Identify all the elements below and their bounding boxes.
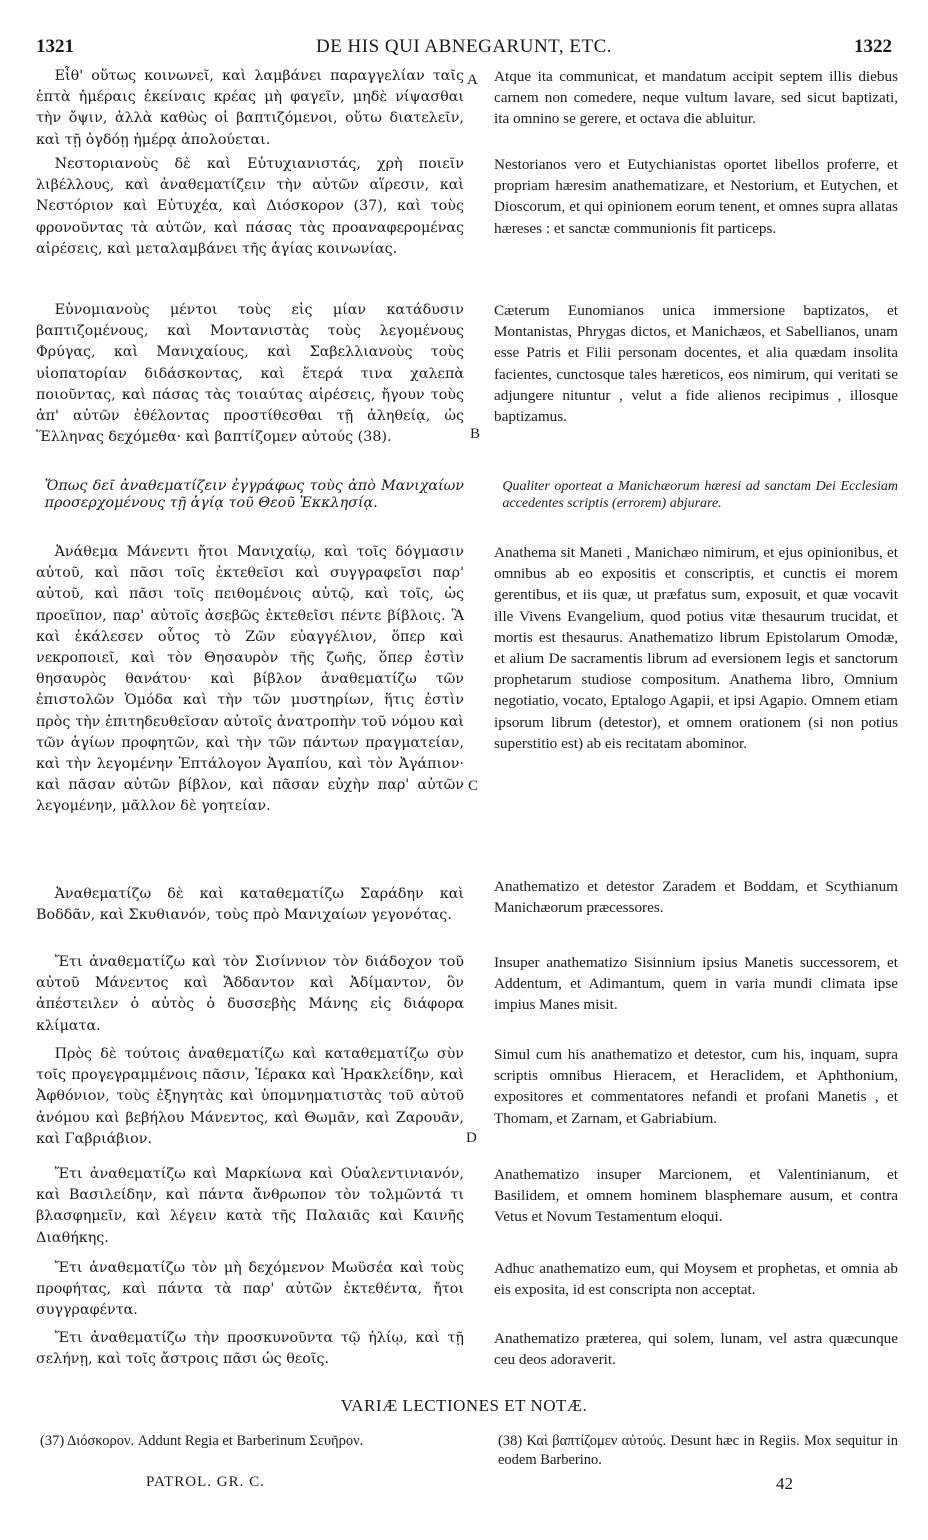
greek-paragraph: Ἀνάθεμα Μάνεντι ἤτοι Μανιχαίῳ, καὶ τοῖς δόγμασιν αὐτοῦ, καὶ πᾶσι τοῖς ἐκτεθεῖσι καὶ συγγραφεῖσι παρ' αὐτοῦ, καὶ πᾶσι τοῖς πειθομένοις αὐτῷ, καὶ τοῖς, ὡς προεῖπον, παρ' αὐτοῖς ἀσεβῶς ἐκτεθεῖσι πέντε βίβλοις. Ἃ καὶ ἐκάλεσεν οὗτος τὸ Ζῶν εὐαγγέλιον, ὅπερ καὶ νεκροποιεῖ, καὶ τὸν Θησαυρὸν τῆς ζωῆς, ὅπερ ἐστὶν θησαυρὸς θανάτου· καὶ βίβλον ἀναθεματίζω τῶν ἐπιστολῶν Ὁμόδα καὶ τὴν τῶν μυστηρίων, ἥτις ἐστὶν πρὸς τὴν ἐπιτηδευθεῖσαν αὐτοῖς ἀνατροπὴν τοῦ νόμου καὶ τῶν ἁγίων προφητῶν, καὶ τὴν τῶν πάντων πραγματείαν, καὶ τὴν λεγομένην Ἑπτάλογον Ἀγαπίου, καὶ τὸν Ἀγάπιον· καὶ πᾶσαν αὐτῶν βίβλον, καὶ πᾶσαν εὐχὴν παρ' αὐτῶν λεγομένην, μᾶλλον δὲ γοητείαν.	[36, 544, 464, 815]
latin-paragraph: Nestorianos vero et Eutychianistas oportet libellos proferre, et propriam hæresim anathematizare, et Nestorium, et Eutychen, et Dioscorum, et qui opinionem eorum tenent, et omnes supra allatas hæreses : et sanctæ communionis fit particeps.	[494, 156, 898, 237]
margin-letter-d: D	[466, 1130, 477, 1146]
notes-title: VARIÆ LECTIONES ET NOTÆ.	[340, 1396, 588, 1415]
margin-letter-c: C	[468, 778, 479, 794]
margin-letter-a: A	[467, 72, 478, 88]
section-heading-greek: Ὅπως δεῖ ἀναθεματίζειν ἐγγράφως τοὺς ἀπὸ Μανιχαίων προσερχομένους τῇ ἁγίᾳ τοῦ Θεοῦ Ἐκκλησίᾳ.	[44, 478, 464, 511]
latin-paragraph: Anathematizo præterea, qui solem, lunam, vel astra quæcunque ceu deos adoraverit.	[494, 1330, 898, 1369]
footer-sheet-number: 42	[776, 1474, 793, 1493]
latin-paragraph: Insuper anathematizo Sisinnium ipsius Manetis successorem, et Addentum, et Adimantum, quem in varia mundi climata ipse impius Manes misit.	[494, 954, 898, 1014]
note-38: (38) Καὶ βαπτίζομεν αὐτούς. Desunt hæc in Regiis. Mox sequitur in eodem Barberino.	[498, 1433, 898, 1468]
greek-paragraph: Ἔτι ἀναθεματίζω τὴν προσκυνοῦντα τῷ ἡλίῳ, καὶ τῇ σελήνῃ, καὶ τοῖς ἄστροις πᾶσι ὡς θεοῖς.	[36, 1330, 464, 1368]
greek-paragraph: Πρὸς δὲ τούτοις ἀναθεματίζω καὶ καταθεματίζω σὺν τοῖς προγεγραμμένοις πᾶσιν, Ἱέρακα καὶ Ἡρακλείδην, καὶ Ἀφθόνιον, τοὺς ἐξηγητὰς καὶ ὑπομνηματιστὰς τοῦ αὐτοῦ ἀνόμου καὶ βεβήλου Μάνεντος, καὶ Θωμᾶν, καὶ Ζαρουᾶν, καὶ Γαβριάβιον.	[36, 1046, 464, 1147]
page-number-right: 1322	[854, 36, 892, 57]
running-title: DE HIS QUI ABNEGARUNT, ETC.	[315, 36, 613, 57]
greek-paragraph: Ἔτι ἀναθεματίζω καὶ τὸν Σισίννιον τὸν διάδοχον τοῦ αὐτοῦ Μάνεντος καὶ Ἄδδαντον καὶ Ἀδίμαντον, ὃν ἀπέστειλεν ὁ αὐτὸς ὁ δυσσεβὴς Μάνης εἰς διάφορα κλίματα.	[36, 954, 464, 1034]
greek-paragraph: Εὐνομιανοὺς μέντοι τοὺς εἰς μίαν κατάδυσιν βαπτιζομένους, καὶ Μοντανιστὰς τοὺς λεγομένους Φρύγας, καὶ Μανιχαίους, καὶ Σαβελλιανοὺς τοὺς υἱοπατορίαν διδάσκοντας, καὶ ἕτερά τινα χαλεπὰ ποιοῦντας, καὶ πάσας τὰς τοιαύτας αἱρέσεις, ἤγουν τοὺς ἀπ' αὐτῶν ἐθέλοντας προστίθεσθαι τῇ ἀληθείᾳ, ὡς Ἕλληνας δεχόμεθα· καὶ βαπτίζομεν αὐτούς (38).	[36, 302, 464, 446]
page-number-left: 1321	[36, 36, 74, 57]
section-heading-latin: Qualiter oporteat a Manichæorum hæresi ad sanctam Dei Ecclesiam accedentes scriptis (errorem) abjurare.	[502, 479, 898, 511]
latin-paragraph: Simul cum his anathematizo et detestor, cum his, inquam, supra scriptis omnibus Hieracem, et Heraclidem, et Aphthonium, expositores et commentatores nefandi et profani Manetis , et Thomam, et Zarnam, et Gabriabium.	[494, 1046, 898, 1127]
greek-paragraph: Εἶθ' οὕτως κοινωνεῖ, καὶ λαμβάνει παραγγελίαν ταῖς ἑπτὰ ἡμέραις ἐκείναις κρέας μὴ φαγεῖν, μηδὲ νίψασθαι τὴν ὄψιν, ἀλλὰ καθὼς οἱ βαπτιζόμενοι, οὕτω διατελεῖν, καὶ τῇ ὀγδόῃ ἡμέρᾳ ἀπολούεται.	[36, 68, 464, 148]
latin-paragraph: Atque ita communicat, et mandatum accipit septem illis diebus carnem non comedere, neque vultum lavare, sed sicut baptizati, ita omnino se gerere, et octava die abluitur.	[494, 68, 898, 128]
running-header	[30, 36, 898, 60]
latin-paragraph: Adhuc anathematizo eum, qui Moysem et prophetas, et omnia ab eis exposita, id est conscripta non acceptat.	[494, 1260, 898, 1299]
greek-paragraph: Ἔτι ἀναθεματίζω τὸν μὴ δεχόμενον Μωϋσέα καὶ τοὺς προφήτας, καὶ πάντα τὰ παρ' αὐτῶν ἐκτεθέντα, ἤτοι συγγραφέντα.	[36, 1260, 464, 1319]
greek-paragraph: Νεστοριανοὺς δὲ καὶ Εὐτυχιανιστάς, χρὴ ποιεῖν λιβέλλους, καὶ ἀναθεματίζειν τὴν αὐτῶν αἵρεσιν, καὶ Νεστόριον καὶ Εὐτυχέα, καὶ Διόσκορον (37), καὶ τοὺς φρονοῦντας τὰ αὐτῶν, καὶ πάσας τὰς προαναφερομένας αἱρέσεις, καὶ μεταλαμβάνει τῆς ἁγίας κοινωνίας.	[36, 156, 464, 257]
latin-paragraph: Anathema sit Maneti , Manichæo nimirum, et ejus opinionibus, et omnibus ab eo expositis et conscriptis, et cunctis ei morem gerentibus, et iis quæ, ut præfatus sum, exposuit, et quæ vocavit ille Vivens Evangelium, quod potius vitæ thesaurum trucidat, et mortis est thesaurus. Anathematizo librum Epistolarum Omodæ, et alium De sacramentis librum ad eversionem legis et sanctorum prophetarum studiose compositum. Anathema libro, Omnium negotiatio, vocato, Eptalogo Agapii, et ipsi Agapio. Omnem etiam ipsorum librum (detestor), et omnem orationem (si non potius superstitio est) ab eis recitatam abominor.	[494, 544, 898, 752]
note-37: (37) Διόσκορον. Addunt Regia et Barberinum Σευῆρον.	[40, 1433, 364, 1449]
latin-paragraph: Anathematizo et detestor Zaradem et Boddam, et Scythianum Manichæorum præcessores.	[494, 878, 898, 917]
footer-signature: PATROL. GR. C.	[146, 1474, 265, 1490]
margin-letter-b: B	[470, 426, 481, 442]
greek-paragraph: Ἀναθεματίζω δὲ καὶ καταθεματίζω Σαράδην καὶ Βοδδᾶν, καὶ Σκυθιανόν, τοὺς πρὸ Μανιχαίων γεγονότας.	[36, 886, 464, 924]
latin-paragraph: Anathematizo insuper Marcionem, et Valentinianum, et Basilidem, et omnem hominem blasphemare ausum, et contra Vetus et Novum Testamentum eloqui.	[494, 1166, 898, 1226]
latin-paragraph: Cæterum Eunomianos unica immersione baptizatos, et Montanistas, Phrygas dictos, et Manichæos, et Sabellianos, unam esse Patris et Filii personam docentes, et alia quædam insolita facientes, cunctosque tales hæreticos, eos nimirum, qui veritati se adjungere nituntur , velut a fide alienos recipimus , illosque baptizamus.	[494, 302, 898, 426]
greek-paragraph: Ἔτι ἀναθεματίζω καὶ Μαρκίωνα καὶ Οὐαλεντινιανόν, καὶ Βασιλείδην, καὶ πάντα ἄνθρωπον τὸν τολμῶντά τι βλασφημεῖν, καὶ λέγειν κατὰ τῆς Παλαιᾶς καὶ Καινῆς Διαθήκης.	[36, 1166, 464, 1246]
